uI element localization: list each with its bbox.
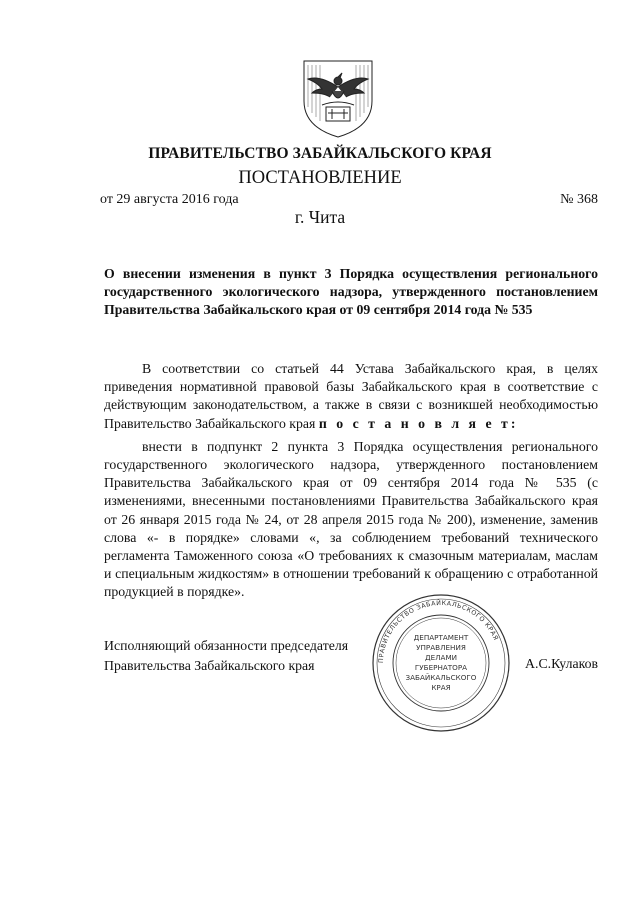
official-seal-icon xyxy=(370,592,512,734)
document-subject: О внесении изменения в пункт 3 Порядка осуществления регионального государственного экологического надзора, утвержденного постановлением Правительства Забайкальского края от 09 сентября 2014 года № 535 xyxy=(104,266,598,318)
seal-line-6: КРАЯ xyxy=(431,683,451,692)
seal-line-4: ГУБЕРНАТОРА xyxy=(414,663,468,672)
seal-line-2: УПРАВЛЕНИЯ xyxy=(416,643,466,652)
decree-word: п о с т а н о в л я е т: xyxy=(318,415,519,431)
body-paragraph-2: внести в подпункт 2 пункта 3 Порядка осуществления регионального государственного экологического надзора, утвержденного постановлением Правительства Забайкальского края от 09 сентября 2014 года № 535 (с изменениями, внесенными постановлениями Правительства Забайкальского края от 26 января 2015 года № 24, от 28 апреля 2015 года № 200), изменение, заменив слова «- в порядке» словами «, за соблюдением требований технического регламента Таможенного союза «О требованиях к смазочным материалам, маслам и специальным жидкостям» в отношении требований к обращению с отработанной продукцией в порядке». xyxy=(104,438,598,600)
document-date: от 29 августа 2016 года xyxy=(100,192,239,207)
document-city: г. Чита xyxy=(294,207,346,227)
paragraph-1-text: В соответствии со статьей 44 Устава Забайкальского края, в целях приведения нормативной правовой базы Забайкальского края в соответствие с действующим законодательством, а также в связи с возникшей необходимостью Правительство Забайкальского края xyxy=(104,361,598,431)
signer-position xyxy=(104,636,348,676)
body-paragraph-1 xyxy=(104,360,598,433)
signer-name: А.С.Кулаков xyxy=(525,656,598,671)
signer-position-line-2: Правительства Забайкальского края xyxy=(104,658,315,673)
seal-line-1: ДЕПАРТАМЕНТ xyxy=(413,633,469,642)
seal-line-5: ЗАБАЙКАЛЬСКОГО xyxy=(405,673,477,682)
coat-of-arms-icon xyxy=(298,57,378,139)
document-type: ПОСТАНОВЛЕНИЕ xyxy=(238,168,402,188)
signer-position-line-1: Исполняющий обязанности председателя xyxy=(104,638,349,653)
seal-line-3: ДЕЛАМИ xyxy=(424,653,458,662)
document-number: № 368 xyxy=(560,192,598,207)
document-body xyxy=(104,360,598,607)
seal-outer-text: ПРАВИТЕЛЬСТВО ЗАБАЙКАЛЬСКОГО КРАЯ xyxy=(377,599,500,664)
government-title: ПРАВИТЕЛЬСТВО ЗАБАЙКАЛЬСКОГО КРАЯ xyxy=(148,145,492,162)
